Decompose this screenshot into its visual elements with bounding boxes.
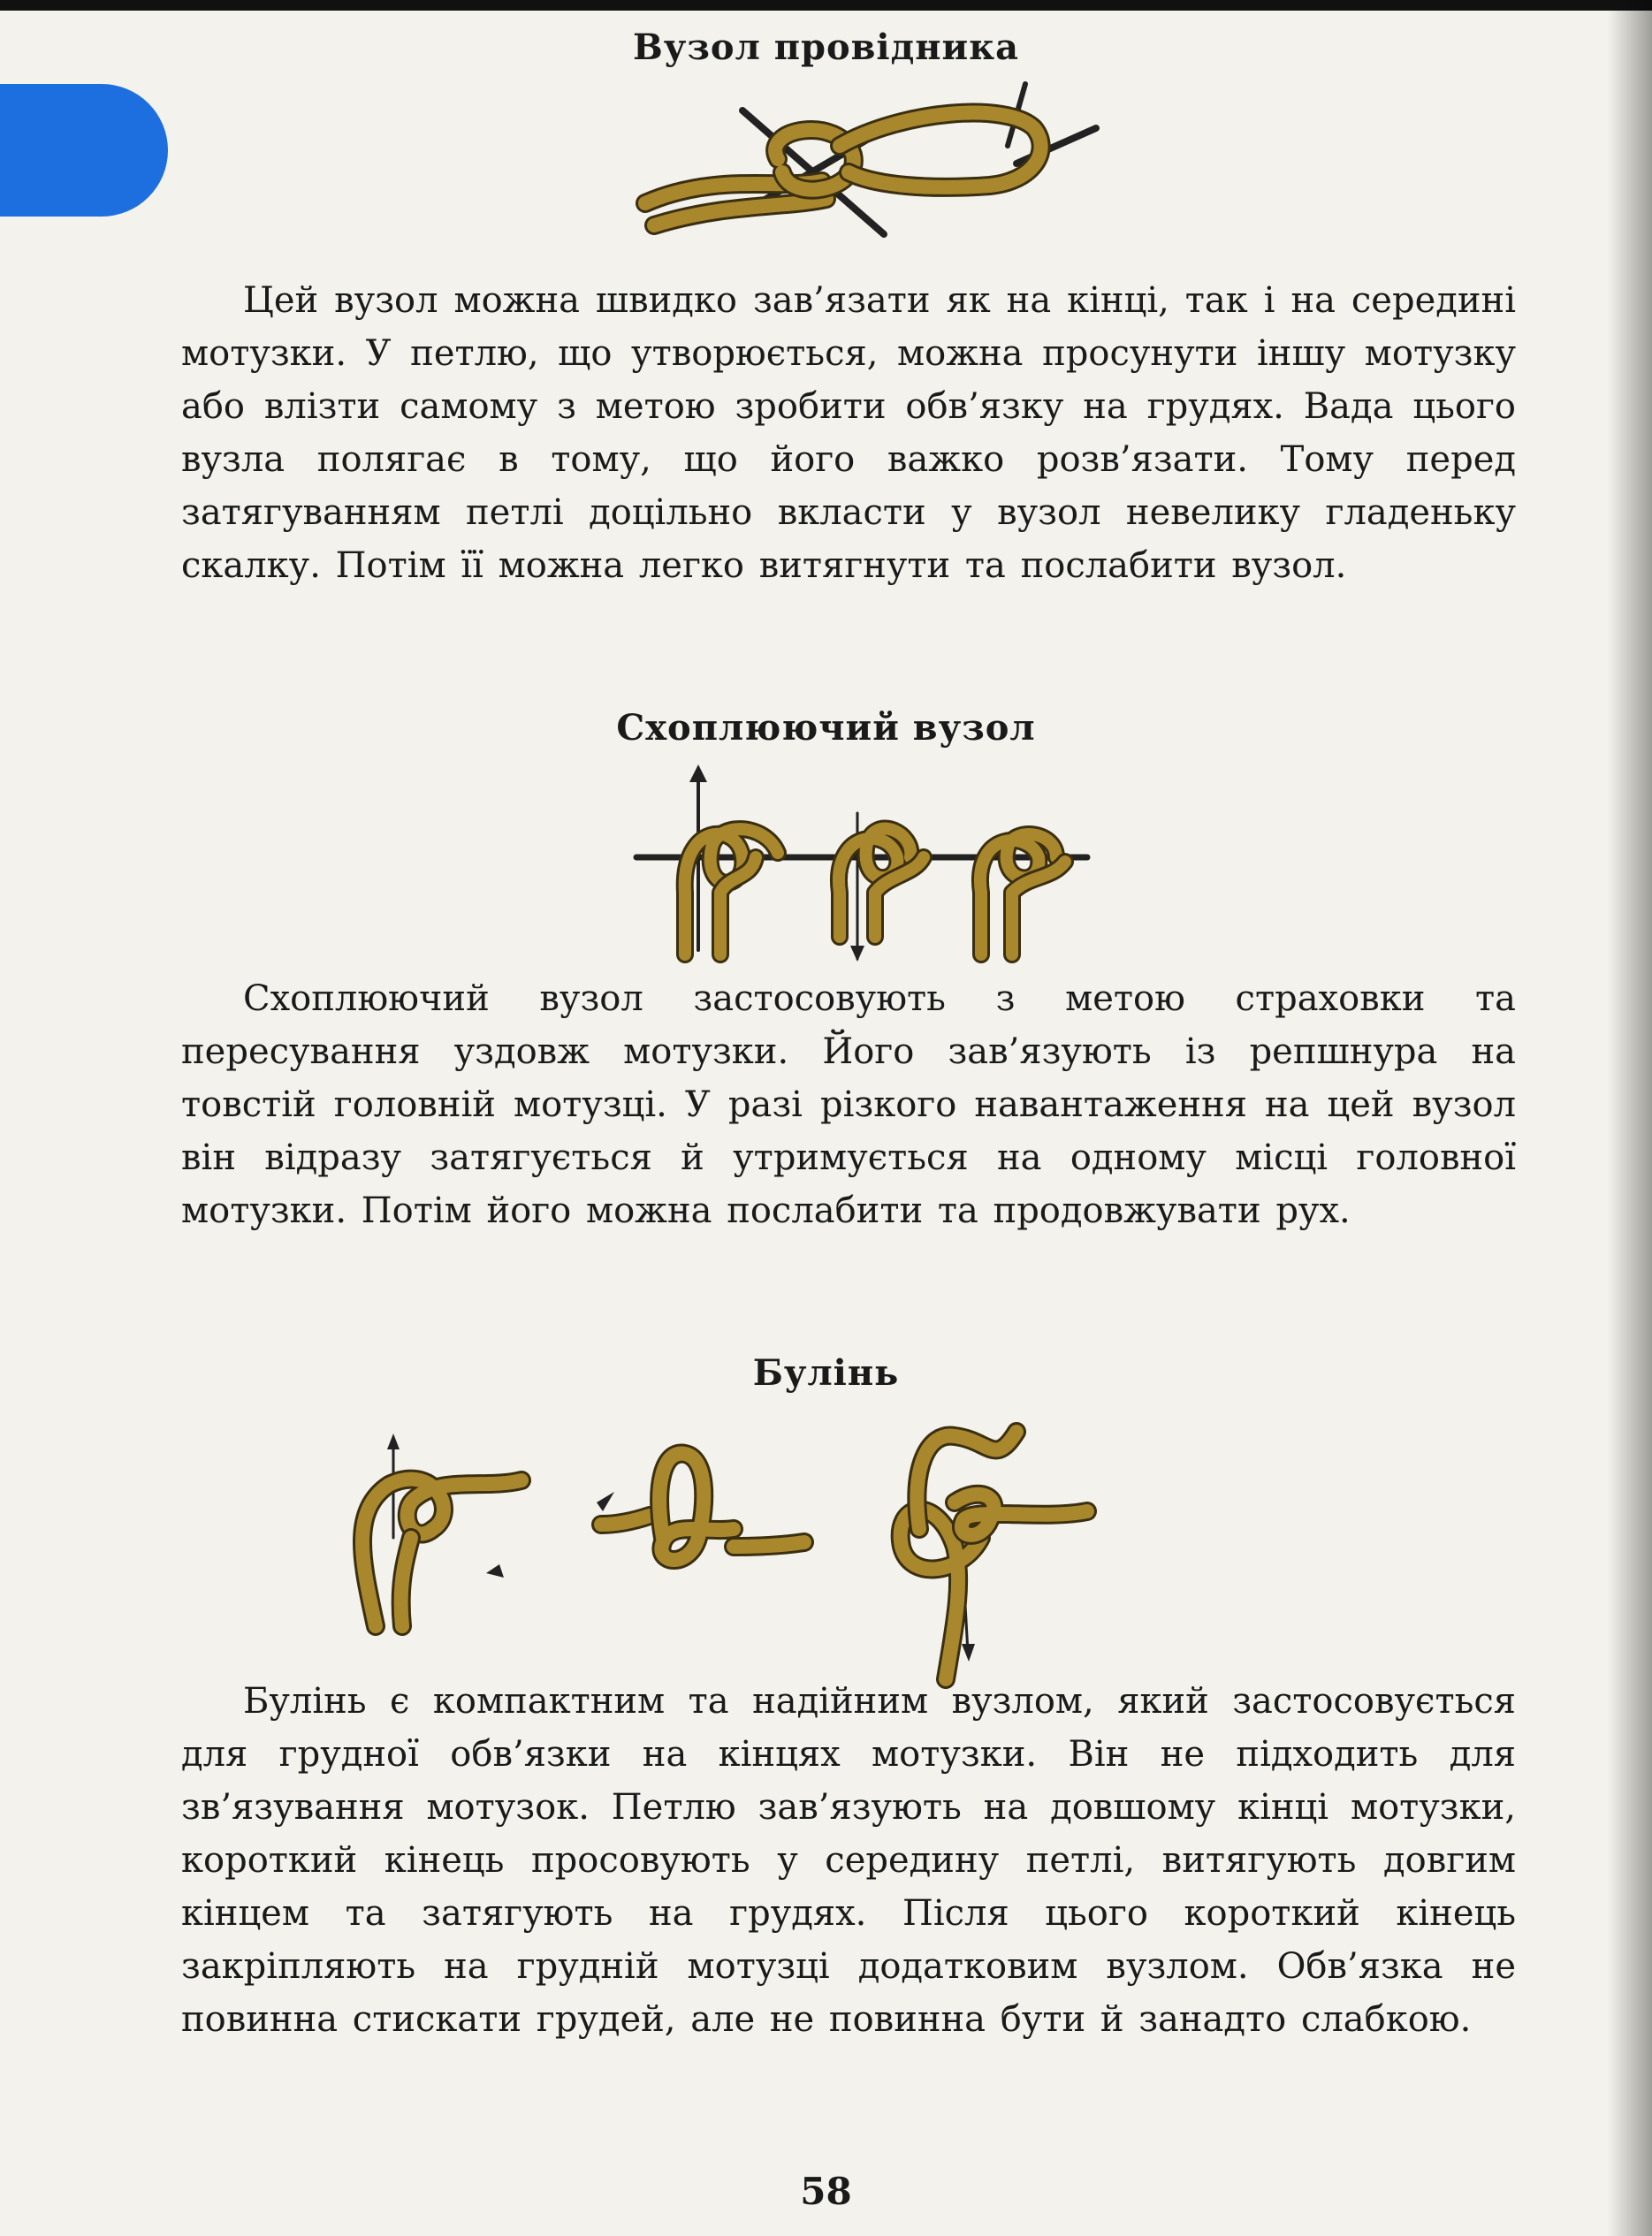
page-binding-shadow	[1608, 0, 1652, 2236]
heading-bowline: Булінь	[752, 1352, 900, 1394]
page-tab-marker	[0, 84, 168, 217]
bowline-illustration	[345, 1414, 1114, 1679]
paragraph-prusik-knot-text: Схоплюючий вузол застосовують з метою страховки та пересування уздовж мотузки. Його зав’язують із репшнура на товстій головній мотузці. У разі різкого навантаження на цей вузол він відразу затягується й утримується на одному місці головної мотузки. Потім його можна послабити та продовжувати рух.	[181, 978, 1516, 1231]
page-number: 58	[800, 2170, 852, 2213]
paragraph-guide-knot	[181, 274, 1516, 592]
paragraph-bowline	[181, 1675, 1516, 2046]
heading-guide-knot: Вузол провідника	[632, 27, 1020, 68]
paragraph-prusik-knot	[181, 972, 1516, 1237]
paragraph-guide-knot-text: Цей вузол можна швидко зав’язати як на кінці, так і на середині мотузки. У петлю, що утворюється, можна просунути іншу мотузку або влізти самому з метою зробити обв’язку на грудях. Вада цього вузла полягає в тому, що його важко розв’язати. Тому перед затягуванням петлі доцільно вкласти у вузол невелику гладеньку скалку. Потім її можна легко витягнути та послабити вузол.	[181, 280, 1516, 586]
paragraph-bowline-text: Булінь є компактним та надійним вузлом, який застосовується для грудної обв’язки на кінцях мотузки. Він не підходить для зв’язування мотузок. Петлю зав’язують на довшому кінці мотузки, короткий кінець просовують у середину петлі, витягують довгим кінцем та затягують на грудях. Після цього короткий кінець закріпляють на грудній мотузці додатковим вузлом. Обв’язка не повинна стискати грудей, але не повинна бути й занадто слабкою.	[181, 1681, 1516, 2040]
prusik-knot-illustration	[632, 760, 1092, 963]
page-top-edge	[0, 0, 1652, 11]
heading-prusik-knot: Схоплюючий вузол	[616, 707, 1036, 749]
guide-knot-illustration	[636, 75, 1114, 243]
